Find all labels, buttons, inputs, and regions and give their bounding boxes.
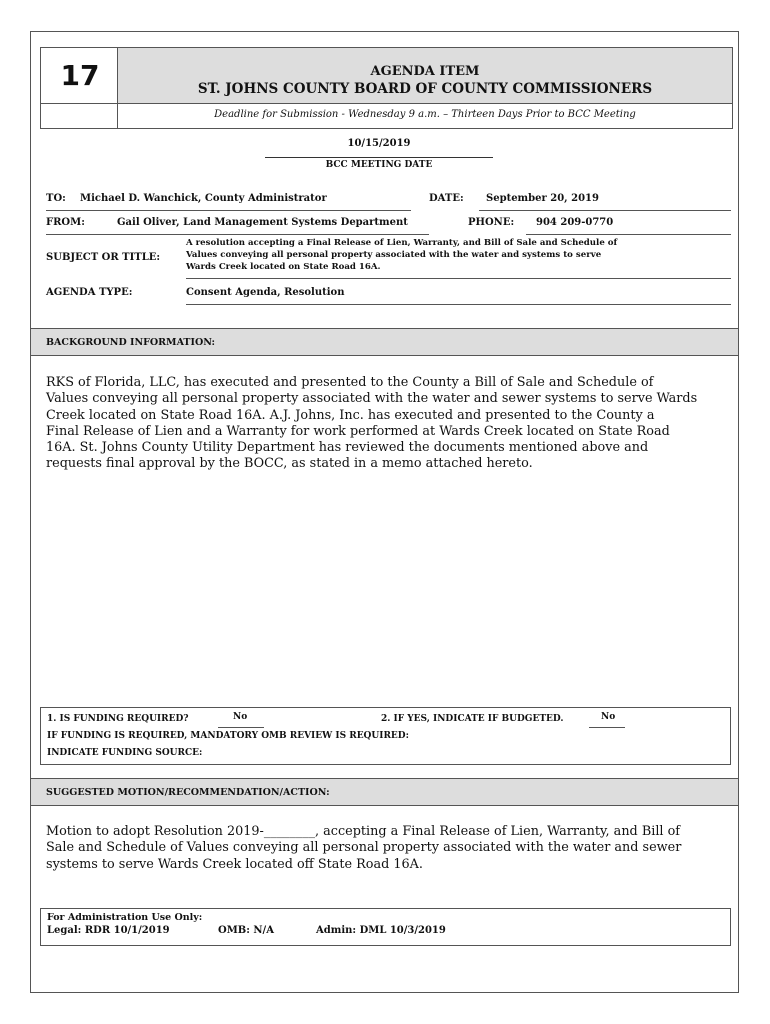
motion-text bbox=[46, 824, 729, 873]
header-title-box bbox=[117, 47, 733, 104]
motion-line: Motion to adopt Resolution 2019-________, accepting a Final Release of Lien, Warranty, and Bill of bbox=[46, 824, 681, 839]
agenda-type-value: Consent Agenda, Resolution bbox=[186, 287, 345, 298]
funding-source-label: INDICATE FUNDING SOURCE: bbox=[47, 748, 203, 758]
background-line: Values conveying all personal property associated with the water and sewer systems to serve Wards bbox=[46, 391, 698, 407]
admin-admin: Admin: DML 10/3/2019 bbox=[316, 925, 446, 936]
from-value: Gail Oliver, Land Management Systems Department bbox=[117, 217, 408, 228]
from-line bbox=[46, 234, 429, 235]
subject-line-2: Values conveying all personal property associated with the water and systems to serve bbox=[186, 250, 602, 260]
date-label: DATE: bbox=[429, 193, 464, 204]
motion-line: systems to serve Wards Creek located off State Road 16A. bbox=[46, 856, 423, 872]
background-line: Creek located on State Road 16A. A.J. Johns, Inc. has executed and presented to the County a bbox=[46, 407, 655, 423]
funding-q1-line bbox=[218, 727, 264, 728]
admin-legal: Legal: RDR 10/1/2019 bbox=[47, 925, 170, 936]
subject-line-1: A resolution accepting a Final Release of Lien, Warranty, and Bill of Sale and Schedule of bbox=[186, 238, 618, 248]
title-line-1: AGENDA ITEM bbox=[370, 64, 480, 79]
admin-omb: OMB: N/A bbox=[218, 925, 274, 936]
item-number: 17 bbox=[40, 47, 119, 104]
motion-heading: SUGGESTED MOTION/RECOMMENDATION/ACTION: bbox=[31, 778, 738, 806]
to-label: TO: bbox=[46, 193, 66, 204]
phone-label: PHONE: bbox=[468, 217, 515, 228]
title-line-2: ST. JOHNS COUNTY BOARD OF COUNTY COMMISSIONERS bbox=[197, 81, 653, 97]
omb-review-label: IF FUNDING IS REQUIRED, MANDATORY OMB REVIEW IS REQUIRED: bbox=[47, 731, 409, 741]
to-line bbox=[46, 210, 411, 211]
background-heading: BACKGROUND INFORMATION: bbox=[31, 328, 738, 356]
subject-line-3: Wards Creek located on State Road 16A. bbox=[186, 262, 381, 272]
background-line: 16A. St. Johns County Utility Department has reviewed the documents mentioned above and bbox=[46, 440, 649, 456]
agenda-type-label: AGENDA TYPE: bbox=[46, 287, 133, 298]
funding-box bbox=[40, 707, 731, 765]
deadline-note: Deadline for Submission - Wednesday 9 a.m. – Thirteen Days Prior to BCC Meeting bbox=[117, 102, 733, 129]
meeting-date-line bbox=[265, 157, 493, 158]
date-line bbox=[479, 210, 731, 211]
funding-q1-label: 1. IS FUNDING REQUIRED? bbox=[47, 714, 189, 724]
date-value: September 20, 2019 bbox=[486, 193, 599, 204]
admin-box bbox=[40, 908, 731, 946]
motion-line: Sale and Schedule of Values conveying all personal property associated with the water and sewer bbox=[46, 840, 682, 856]
phone-value: 904 209-0770 bbox=[536, 217, 614, 228]
header-empty-cell bbox=[40, 102, 119, 129]
background-line: requests final approval by the BOCC, as stated in a memo attached hereto. bbox=[46, 456, 533, 472]
from-label: FROM: bbox=[46, 217, 85, 228]
subject-value bbox=[186, 237, 731, 273]
funding-q2-value: No bbox=[601, 712, 616, 722]
background-text bbox=[46, 375, 729, 473]
agenda-type-line bbox=[186, 304, 731, 305]
to-value: Michael D. Wanchick, County Administrator bbox=[80, 193, 327, 204]
subject-label: SUBJECT OR TITLE: bbox=[46, 252, 161, 263]
meeting-date-label: BCC MEETING DATE bbox=[325, 160, 433, 170]
background-line: Final Release of Lien and a Warranty for work performed at Wards Creek located on State Road bbox=[46, 423, 670, 439]
meeting-date: 10/15/2019 bbox=[347, 138, 411, 149]
agenda-form bbox=[30, 31, 739, 993]
funding-q2-label: 2. IF YES, INDICATE IF BUDGETED. bbox=[381, 714, 564, 724]
funding-q2-line bbox=[589, 727, 625, 728]
funding-q1-value: No bbox=[233, 712, 248, 722]
phone-line bbox=[526, 234, 731, 235]
subject-line bbox=[186, 278, 731, 279]
admin-heading: For Administration Use Only: bbox=[47, 912, 203, 923]
background-line: RKS of Florida, LLC, has executed and presented to the County a Bill of Sale and Schedule of bbox=[46, 375, 654, 390]
